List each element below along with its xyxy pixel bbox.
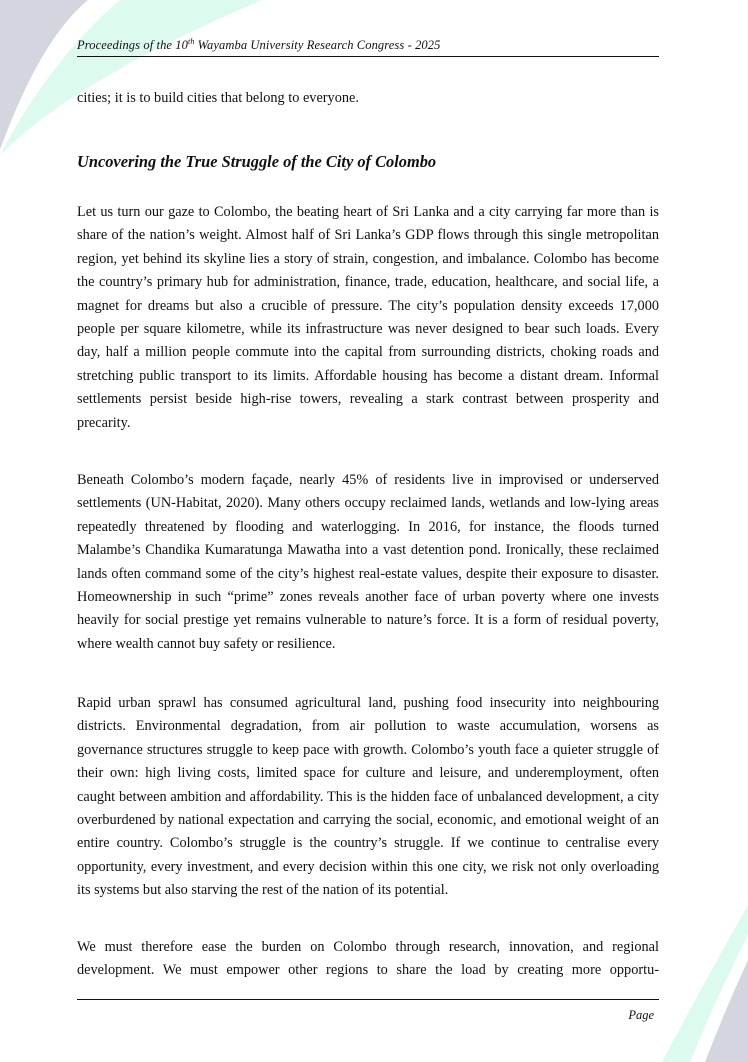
paragraph-3: Rapid urban sprawl has consumed agricultural land, pushing food insecurity into neighbouring districts. Environmental degradation, from air pollution to waste accumulation, worsens as governance structures struggle to keep pace with growth. Colombo’s youth face a quieter struggle of their own: high living costs, limited space for culture and leisure, and underemployment, often caught between ambition and affordability. This is the hidden face of unbalanced development, a city overburdened by national expectation and carrying the social, economic, and emotional weight of an entire country. Colombo’s struggle is the country’s struggle. If we continue to centralise every opportunity, every investment, and every decision within this one city, we risk not only overloading its systems but also starving the rest of the nation of its potential. [77,695,659,899]
paragraph-1: Let us turn our gaze to Colombo, the beating heart of Sri Lanka and a city carrying far more than is share of the nation’s weight. Almost half of Sri Lanka’s GDP flows through this single metropolitan region, yet behind its skyline lies a story of strain, congestion, and imbalance. Colombo has become the country’s primary hub for administration, finance, trade, education, healthcare, and social life, a magnet for dreams but also a crucible of pressure. The city’s population density exceeds 17,000 people per square kilometre, while its infrastructure was never designed to bear such loads. Every day, half a million people commute into the capital from surrounding districts, choking roads and stretching public transport to its limits. Affordable housing has become a distant dream. Informal settlements persist beside high-rise towers, revealing a stark contrast between prosperity and precarity. [77,204,659,431]
header-suffix: Wayamba University Research Congress - 2025 [194,38,441,52]
footer-rule [77,999,659,1000]
paragraph-2: Beneath Colombo’s modern façade, nearly 45% of residents live in improvised or underserved settlements (UN-Habitat, 2020). Many others occupy reclaimed lands, wetlands and low-lying areas repeatedly threatened by flooding and waterlogging. In 2016, for instance, the floods turned Malambe’s Chandika Kumaratunga Mawatha into a vast detention pond. Ironically, these reclaimed lands often command some of the city’s highest real-estate values, despite their exposure to disaster. Homeownership in such “prime” zones reveals another face of urban poverty where one invests heavily for social prestige yet remains vulnerable to nature’s force. It is a form of residual poverty, where wealth cannot buy safety or resilience. [77,472,659,652]
footer-page-label: Page [628,1008,654,1022]
section-heading: Uncovering the True Struggle of the City of Colombo [77,152,437,171]
paragraph-4: We must therefore ease the burden on Colombo through research, innovation, and regional development. We must empower other regions to share the load by creating more opportu- [77,939,659,979]
running-header [77,38,659,57]
carryover-paragraph: cities; it is to build cities that belong to everyone. [77,90,359,106]
header-prefix: Proceedings of the 10 [77,38,188,52]
header-superscript: th [188,37,195,46]
